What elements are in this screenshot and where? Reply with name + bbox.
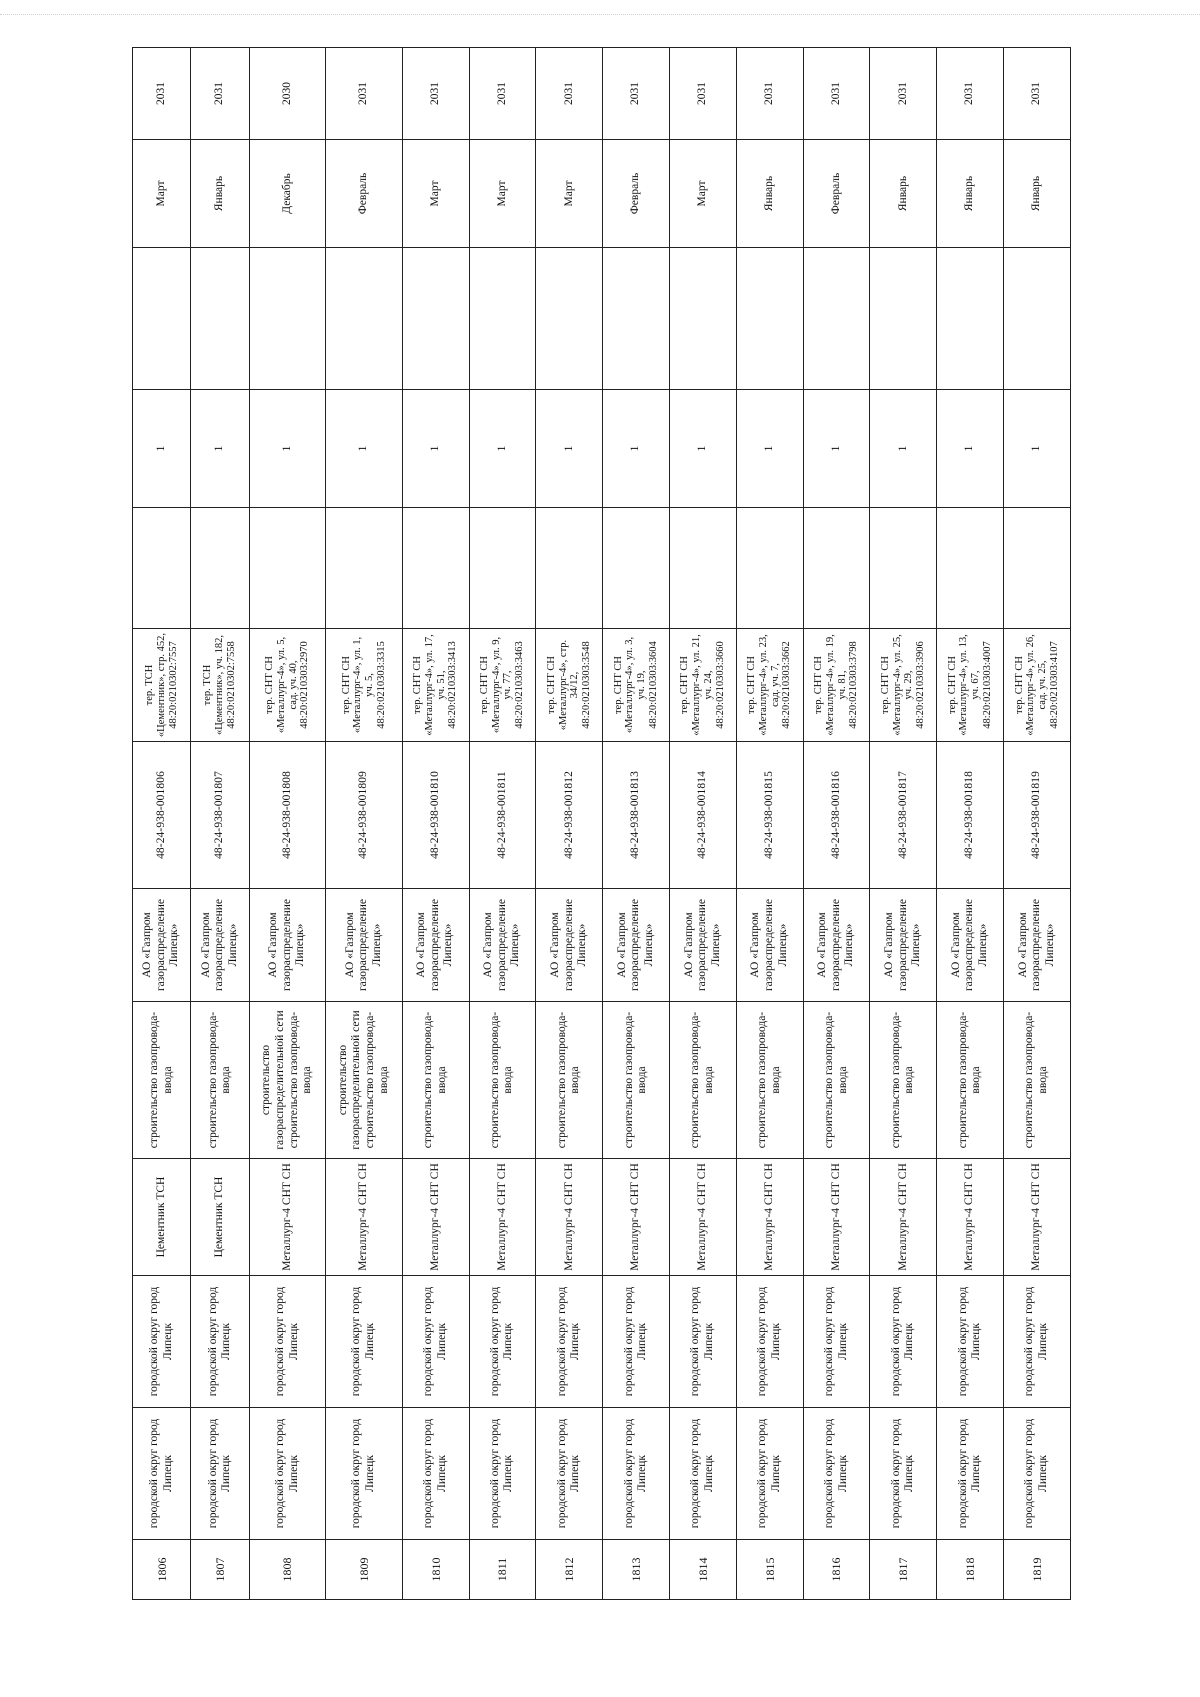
table-row: [249, 48, 326, 1600]
application-code-cell: 48-24-938-001812: [536, 742, 603, 889]
municipality-cell: городской округ город Липецк: [870, 1408, 937, 1540]
quantity-cell: 1: [670, 390, 737, 508]
municipality-cell: городской округ город Липецк: [603, 1408, 670, 1540]
table-body: [133, 48, 1071, 1600]
municipality-cell: городской округ город Липецк: [803, 1408, 870, 1540]
empty-cell: [191, 248, 249, 390]
organization-cell: АО «Газпром газораспределение Липецк»: [803, 889, 870, 1002]
month-cell: Февраль: [326, 140, 403, 248]
quantity-cell: 1: [1004, 390, 1071, 508]
settlement-cell: городской округ город Липецк: [736, 1276, 803, 1408]
quantity-cell: 1: [603, 390, 670, 508]
application-code-cell: 48-24-938-001807: [191, 742, 249, 889]
settlement-cell: городской округ город Липецк: [1004, 1276, 1071, 1408]
settlement-cell: городской округ город Липецк: [603, 1276, 670, 1408]
month-cell: Март: [133, 140, 191, 248]
empty-cell: [803, 508, 870, 629]
empty-cell: [326, 248, 403, 390]
application-code-cell: 48-24-938-001815: [736, 742, 803, 889]
year-cell: 2031: [870, 48, 937, 140]
settlement-cell: городской округ город Липецк: [326, 1276, 403, 1408]
object-cell: Металлург-4 СНТ СН: [803, 1159, 870, 1276]
empty-cell: [937, 248, 1004, 390]
object-cell: Цементник ТСН: [133, 1159, 191, 1276]
table-row: [603, 48, 670, 1600]
municipality-cell: городской округ город Липецк: [249, 1408, 326, 1540]
quantity-cell: 1: [249, 390, 326, 508]
quantity-cell: 1: [937, 390, 1004, 508]
work-type-cell: строительство газопровода-ввода: [736, 1002, 803, 1159]
table-row: [670, 48, 737, 1600]
work-type-cell: строительство газопровода-ввода: [133, 1002, 191, 1159]
month-cell: Март: [536, 140, 603, 248]
table-row: [736, 48, 803, 1600]
address-cell: тер. СНТ СН «Металлург-4», ул. 25, уч. 29, 48:20:0210303:3906: [870, 629, 937, 742]
address-cell: тер. СНТ СН «Металлург-4», стр. 34/12, 48:20:0210303:3548: [536, 629, 603, 742]
row-number-cell: 1816: [803, 1540, 870, 1600]
quantity-cell: 1: [536, 390, 603, 508]
table-row: [326, 48, 403, 1600]
work-type-cell: строительство газопровода-ввода: [803, 1002, 870, 1159]
empty-cell: [670, 248, 737, 390]
empty-cell: [133, 248, 191, 390]
empty-cell: [736, 248, 803, 390]
organization-cell: АО «Газпром газораспределение Липецк»: [402, 889, 469, 1002]
application-code-cell: 48-24-938-001810: [402, 742, 469, 889]
application-code-cell: 48-24-938-001819: [1004, 742, 1071, 889]
work-type-cell: строительство газопровода-ввода: [603, 1002, 670, 1159]
rotated-table-container: [132, 82, 1071, 1600]
object-cell: Металлург-4 СНТ СН: [870, 1159, 937, 1276]
empty-cell: [603, 248, 670, 390]
object-cell: Металлург-4 СНТ СН: [469, 1159, 536, 1276]
month-cell: Январь: [1004, 140, 1071, 248]
table-row: [870, 48, 937, 1600]
organization-cell: АО «Газпром газораспределение Липецк»: [469, 889, 536, 1002]
address-cell: тер. ТСН «Цементник», уч. 182, 48:20:0210302:7558: [191, 629, 249, 742]
application-code-cell: 48-24-938-001814: [670, 742, 737, 889]
municipality-cell: городской округ город Липецк: [326, 1408, 403, 1540]
empty-cell: [937, 508, 1004, 629]
organization-cell: АО «Газпром газораспределение Липецк»: [870, 889, 937, 1002]
application-code-cell: 48-24-938-001817: [870, 742, 937, 889]
empty-cell: [603, 508, 670, 629]
empty-cell: [803, 248, 870, 390]
row-number-cell: 1811: [469, 1540, 536, 1600]
application-code-cell: 48-24-938-001811: [469, 742, 536, 889]
work-type-cell: строительство газопровода-ввода: [469, 1002, 536, 1159]
work-type-cell: строительство газопровода-ввода: [536, 1002, 603, 1159]
row-number-cell: 1819: [1004, 1540, 1071, 1600]
application-code-cell: 48-24-938-001809: [326, 742, 403, 889]
municipality-cell: городской округ город Липецк: [736, 1408, 803, 1540]
table-row: [133, 48, 191, 1600]
scan-top-edge: [0, 0, 1200, 15]
organization-cell: АО «Газпром газораспределение Липецк»: [191, 889, 249, 1002]
year-cell: 2031: [603, 48, 670, 140]
year-cell: 2031: [402, 48, 469, 140]
gasification-schedule-table: [132, 47, 1071, 1600]
quantity-cell: 1: [469, 390, 536, 508]
empty-cell: [249, 508, 326, 629]
settlement-cell: городской округ город Липецк: [191, 1276, 249, 1408]
municipality-cell: городской округ город Липецк: [191, 1408, 249, 1540]
municipality-cell: городской округ город Липецк: [536, 1408, 603, 1540]
object-cell: Металлург-4 СНТ СН: [536, 1159, 603, 1276]
empty-cell: [249, 248, 326, 390]
quantity-cell: 1: [133, 390, 191, 508]
year-cell: 2031: [536, 48, 603, 140]
row-number-cell: 1814: [670, 1540, 737, 1600]
address-cell: тер. СНТ СН «Металлург-4», ул. 21, уч. 24, 48:20:0210303:3660: [670, 629, 737, 742]
year-cell: 2031: [803, 48, 870, 140]
municipality-cell: городской округ город Липецк: [402, 1408, 469, 1540]
organization-cell: АО «Газпром газораспределение Липецк»: [603, 889, 670, 1002]
work-type-cell: строительство газопровода-ввода: [870, 1002, 937, 1159]
municipality-cell: городской округ город Липецк: [937, 1408, 1004, 1540]
empty-cell: [469, 248, 536, 390]
row-number-cell: 1817: [870, 1540, 937, 1600]
year-cell: 2031: [469, 48, 536, 140]
work-type-cell: строительство газопровода-ввода: [402, 1002, 469, 1159]
object-cell: Цементник ТСН: [191, 1159, 249, 1276]
object-cell: Металлург-4 СНТ СН: [736, 1159, 803, 1276]
empty-cell: [870, 508, 937, 629]
organization-cell: АО «Газпром газораспределение Липецк»: [249, 889, 326, 1002]
month-cell: Март: [670, 140, 737, 248]
object-cell: Металлург-4 СНТ СН: [249, 1159, 326, 1276]
municipality-cell: городской округ город Липецк: [133, 1408, 191, 1540]
quantity-cell: 1: [191, 390, 249, 508]
row-number-cell: 1818: [937, 1540, 1004, 1600]
empty-cell: [670, 508, 737, 629]
empty-cell: [402, 508, 469, 629]
year-cell: 2031: [133, 48, 191, 140]
work-type-cell: строительство газораспределительной сети строительство газопровода-ввода: [249, 1002, 326, 1159]
organization-cell: АО «Газпром газораспределение Липецк»: [326, 889, 403, 1002]
empty-cell: [133, 508, 191, 629]
settlement-cell: городской округ город Липецк: [402, 1276, 469, 1408]
address-cell: тер. СНТ СН «Металлург-4», ул. 5, сад. уч. 40, 48:20:0210303:2970: [249, 629, 326, 742]
month-cell: Январь: [736, 140, 803, 248]
empty-cell: [1004, 508, 1071, 629]
row-number-cell: 1809: [326, 1540, 403, 1600]
table-row: [536, 48, 603, 1600]
year-cell: 2031: [736, 48, 803, 140]
address-cell: тер. СНТ СН «Металлург-4», ул. 3, уч. 19, 48:20:0210303:3604: [603, 629, 670, 742]
object-cell: Металлург-4 СНТ СН: [603, 1159, 670, 1276]
address-cell: тер. СНТ СН «Металлург-4», ул. 9, уч. 77, 48:20:0210303:3463: [469, 629, 536, 742]
settlement-cell: городской округ город Липецк: [536, 1276, 603, 1408]
object-cell: Металлург-4 СНТ СН: [326, 1159, 403, 1276]
organization-cell: АО «Газпром газораспределение Липецк»: [670, 889, 737, 1002]
organization-cell: АО «Газпром газораспределение Липецк»: [736, 889, 803, 1002]
year-cell: 2031: [670, 48, 737, 140]
empty-cell: [469, 508, 536, 629]
quantity-cell: 1: [402, 390, 469, 508]
month-cell: Февраль: [803, 140, 870, 248]
settlement-cell: городской округ город Липецк: [870, 1276, 937, 1408]
quantity-cell: 1: [326, 390, 403, 508]
organization-cell: АО «Газпром газораспределение Липецк»: [536, 889, 603, 1002]
address-cell: тер. СНТ СН «Металлург-4», ул. 23, сад. уч. 7, 48:20:0210303:3662: [736, 629, 803, 742]
month-cell: Март: [469, 140, 536, 248]
row-number-cell: 1810: [402, 1540, 469, 1600]
work-type-cell: строительство газопровода-ввода: [1004, 1002, 1071, 1159]
empty-cell: [191, 508, 249, 629]
application-code-cell: 48-24-938-001818: [937, 742, 1004, 889]
row-number-cell: 1815: [736, 1540, 803, 1600]
settlement-cell: городской округ город Липецк: [469, 1276, 536, 1408]
address-cell: тер. СНТ СН «Металлург-4», ул. 26, сад. уч. 25, 48:20:0210303:4107: [1004, 629, 1071, 742]
address-cell: тер. СНТ СН «Металлург-4», ул. 17, уч. 51, 48:20:0210303:3413: [402, 629, 469, 742]
application-code-cell: 48-24-938-001806: [133, 742, 191, 889]
application-code-cell: 48-24-938-001816: [803, 742, 870, 889]
settlement-cell: городской округ город Липецк: [249, 1276, 326, 1408]
month-cell: Февраль: [603, 140, 670, 248]
municipality-cell: городской округ город Липецк: [670, 1408, 737, 1540]
empty-cell: [402, 248, 469, 390]
address-cell: тер. СНТ СН «Металлург-4», ул. 19, уч. 81, 48:20:0210303:3798: [803, 629, 870, 742]
month-cell: Январь: [191, 140, 249, 248]
work-type-cell: строительство газораспределительной сети строительство газопровода-ввода: [326, 1002, 403, 1159]
address-cell: тер. СНТ СН «Металлург-4», ул. 1, уч. 5, 48:20:0210303:3315: [326, 629, 403, 742]
object-cell: Металлург-4 СНТ СН: [937, 1159, 1004, 1276]
month-cell: Март: [402, 140, 469, 248]
empty-cell: [736, 508, 803, 629]
organization-cell: АО «Газпром газораспределение Липецк»: [937, 889, 1004, 1002]
row-number-cell: 1806: [133, 1540, 191, 1600]
table-row: [1004, 48, 1071, 1600]
settlement-cell: городской округ город Липецк: [670, 1276, 737, 1408]
year-cell: 2031: [1004, 48, 1071, 140]
year-cell: 2031: [191, 48, 249, 140]
address-cell: тер. СНТ СН «Металлург-4», ул. 13, уч. 67, 48:20:0210303:4007: [937, 629, 1004, 742]
empty-cell: [536, 508, 603, 629]
empty-cell: [1004, 248, 1071, 390]
empty-cell: [536, 248, 603, 390]
work-type-cell: строительство газопровода-ввода: [937, 1002, 1004, 1159]
month-cell: Декабрь: [249, 140, 326, 248]
address-cell: тер. ТСН «Цементник», стр. 452, 48:20:0210302:7557: [133, 629, 191, 742]
row-number-cell: 1812: [536, 1540, 603, 1600]
month-cell: Январь: [937, 140, 1004, 248]
table-row: [937, 48, 1004, 1600]
row-number-cell: 1807: [191, 1540, 249, 1600]
year-cell: 2030: [249, 48, 326, 140]
municipality-cell: городской округ город Липецк: [1004, 1408, 1071, 1540]
table-row: [191, 48, 249, 1600]
month-cell: Январь: [870, 140, 937, 248]
object-cell: Металлург-4 СНТ СН: [670, 1159, 737, 1276]
year-cell: 2031: [937, 48, 1004, 140]
table-row: [803, 48, 870, 1600]
application-code-cell: 48-24-938-001808: [249, 742, 326, 889]
year-cell: 2031: [326, 48, 403, 140]
empty-cell: [870, 248, 937, 390]
settlement-cell: городской округ город Липецк: [803, 1276, 870, 1408]
settlement-cell: городской округ город Липецк: [133, 1276, 191, 1408]
quantity-cell: 1: [803, 390, 870, 508]
quantity-cell: 1: [736, 390, 803, 508]
quantity-cell: 1: [870, 390, 937, 508]
row-number-cell: 1813: [603, 1540, 670, 1600]
table-row: [402, 48, 469, 1600]
table-row: [469, 48, 536, 1600]
work-type-cell: строительство газопровода-ввода: [191, 1002, 249, 1159]
work-type-cell: строительство газопровода-ввода: [670, 1002, 737, 1159]
organization-cell: АО «Газпром газораспределение Липецк»: [133, 889, 191, 1002]
row-number-cell: 1808: [249, 1540, 326, 1600]
organization-cell: АО «Газпром газораспределение Липецк»: [1004, 889, 1071, 1002]
object-cell: Металлург-4 СНТ СН: [402, 1159, 469, 1276]
empty-cell: [326, 508, 403, 629]
municipality-cell: городской округ город Липецк: [469, 1408, 536, 1540]
settlement-cell: городской округ город Липецк: [937, 1276, 1004, 1408]
object-cell: Металлург-4 СНТ СН: [1004, 1159, 1071, 1276]
application-code-cell: 48-24-938-001813: [603, 742, 670, 889]
